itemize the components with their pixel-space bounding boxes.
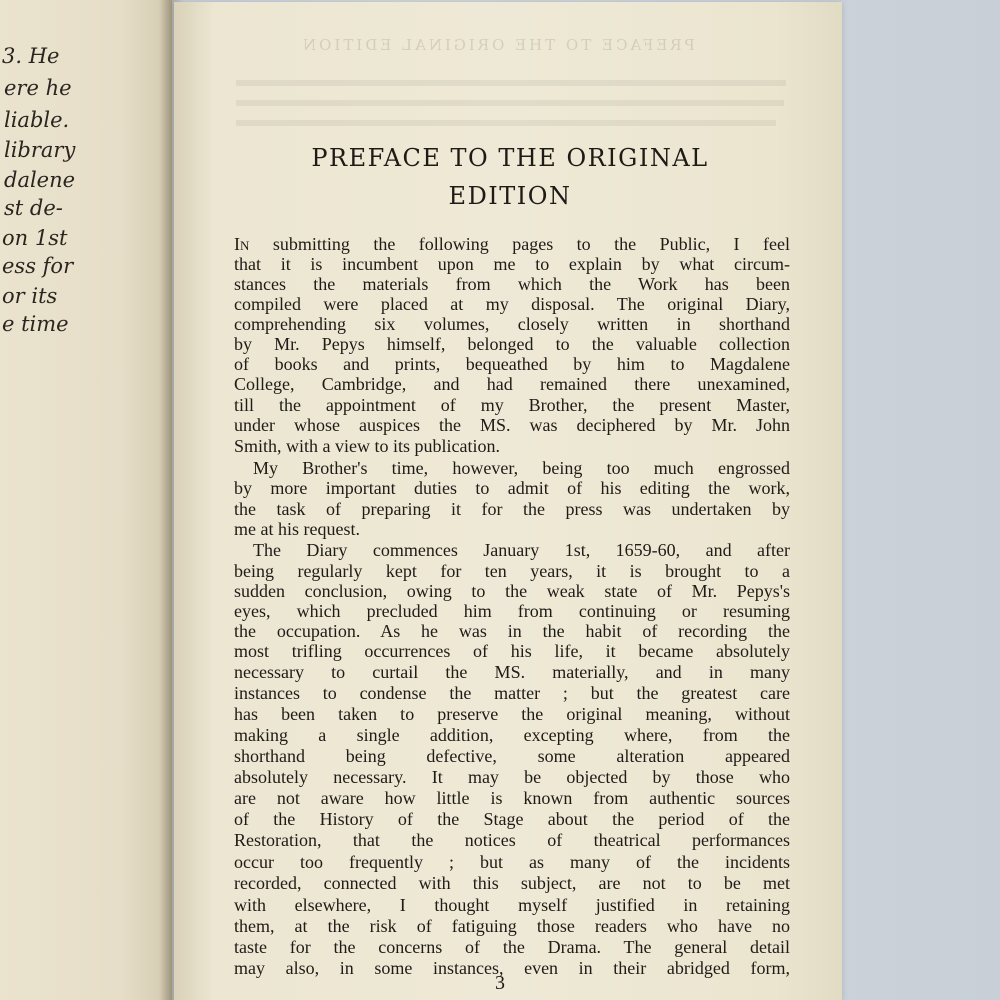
text-line: Smith, with a view to its publication.	[234, 436, 500, 456]
left-page-fragment: ere he	[4, 76, 72, 100]
text-line: stances the materials from which the Work has been	[234, 274, 790, 294]
text-line: taste for the concerns of the Drama. The general detail	[234, 937, 790, 957]
text-line: till the appointment of my Brother, the present Master,	[234, 395, 790, 415]
text-line: that it is incumbent upon me to explain by what circum-	[234, 254, 790, 274]
text-line: comprehending six volumes, closely written in shorthand	[234, 314, 790, 334]
left-page-fragment: dalene	[4, 168, 76, 192]
text-line: are not aware how little is known from authentic sources	[234, 788, 790, 808]
text-line: of the History of the Stage about the period of the	[234, 809, 790, 829]
text-line: by more important duties to admit of his editing the work,	[234, 478, 790, 498]
show-through-header: PREFACE TO THE ORIGINAL EDITION	[300, 36, 695, 54]
text-line: may also, in some instances, even in their abridged form,	[234, 958, 790, 978]
show-through-line	[236, 80, 786, 86]
text-line: The Diary commences January 1st, 1659-60, and after	[253, 540, 790, 560]
text-line: Restoration, that the notices of theatrical performances	[234, 830, 790, 850]
text-line: necessary to curtail the MS. materially, and in many	[234, 662, 790, 682]
text-line: with elsewhere, I thought myself justified in retaining	[234, 895, 790, 915]
left-page-fragment: st de-	[4, 196, 63, 220]
left-page-fragment: ess for	[2, 254, 74, 278]
left-page-fragment: library	[4, 138, 76, 162]
text-line: instances to condense the matter ; but the greatest care	[234, 683, 790, 703]
text-line: by Mr. Pepys himself, belonged to the valuable collection	[234, 334, 790, 354]
text-line: My Brother's time, however, being too much engrossed	[253, 458, 790, 478]
left-page-fragment: liable.	[4, 108, 70, 132]
text-line: making a single addition, excepting where, from the	[234, 725, 790, 745]
show-through-line	[236, 120, 776, 126]
page-number: 3	[495, 972, 505, 994]
text-line: the task of preparing it for the press was undertaken by	[234, 499, 790, 519]
text-line: sudden conclusion, owing to the weak state of Mr. Pepys's	[234, 581, 790, 601]
left-page-fragment: or its	[2, 284, 58, 308]
page-title-continued: EDITION	[448, 182, 572, 210]
text-line: me at his request.	[234, 519, 360, 539]
text-line: recorded, connected with this subject, are not to be met	[234, 873, 790, 893]
text-line: compiled were placed at my disposal. The original Diary,	[234, 294, 790, 314]
text-line: the occupation. As he was in the habit of recording the	[234, 621, 790, 641]
page-title: PREFACE TO THE ORIGINAL	[311, 144, 709, 172]
text-line: occur too frequently ; but as many of the incidents	[234, 852, 790, 872]
text-line: College, Cambridge, and had remained there unexamined,	[234, 374, 790, 394]
left-page-fragment: on 1st	[2, 226, 68, 250]
text-line: In submitting the following pages to the Public, I feel	[234, 234, 790, 254]
text-line: has been taken to preserve the original meaning, without	[234, 704, 790, 724]
text-line: absolutely necessary. It may be objected by those who	[234, 767, 790, 787]
drop-initial: In	[234, 234, 250, 254]
text-line: of books and prints, bequeathed by him to Magdalene	[234, 354, 790, 374]
left-page	[0, 0, 172, 1000]
text-line: under whose auspices the MS. was deciphered by Mr. John	[234, 415, 790, 435]
text-line: shorthand being defective, some alteration appeared	[234, 746, 790, 766]
left-page-fragment: 3. He	[2, 44, 60, 68]
text-line: eyes, which precluded him from continuing or resuming	[234, 601, 790, 621]
left-page-fragment: e time	[2, 312, 69, 336]
text-line: them, at the risk of fatiguing those readers who have no	[234, 916, 790, 936]
text-line: being regularly kept for ten years, it is brought to a	[234, 561, 790, 581]
show-through-line	[236, 100, 784, 106]
text-line: most trifling occurrences of his life, it became absolutely	[234, 641, 790, 661]
